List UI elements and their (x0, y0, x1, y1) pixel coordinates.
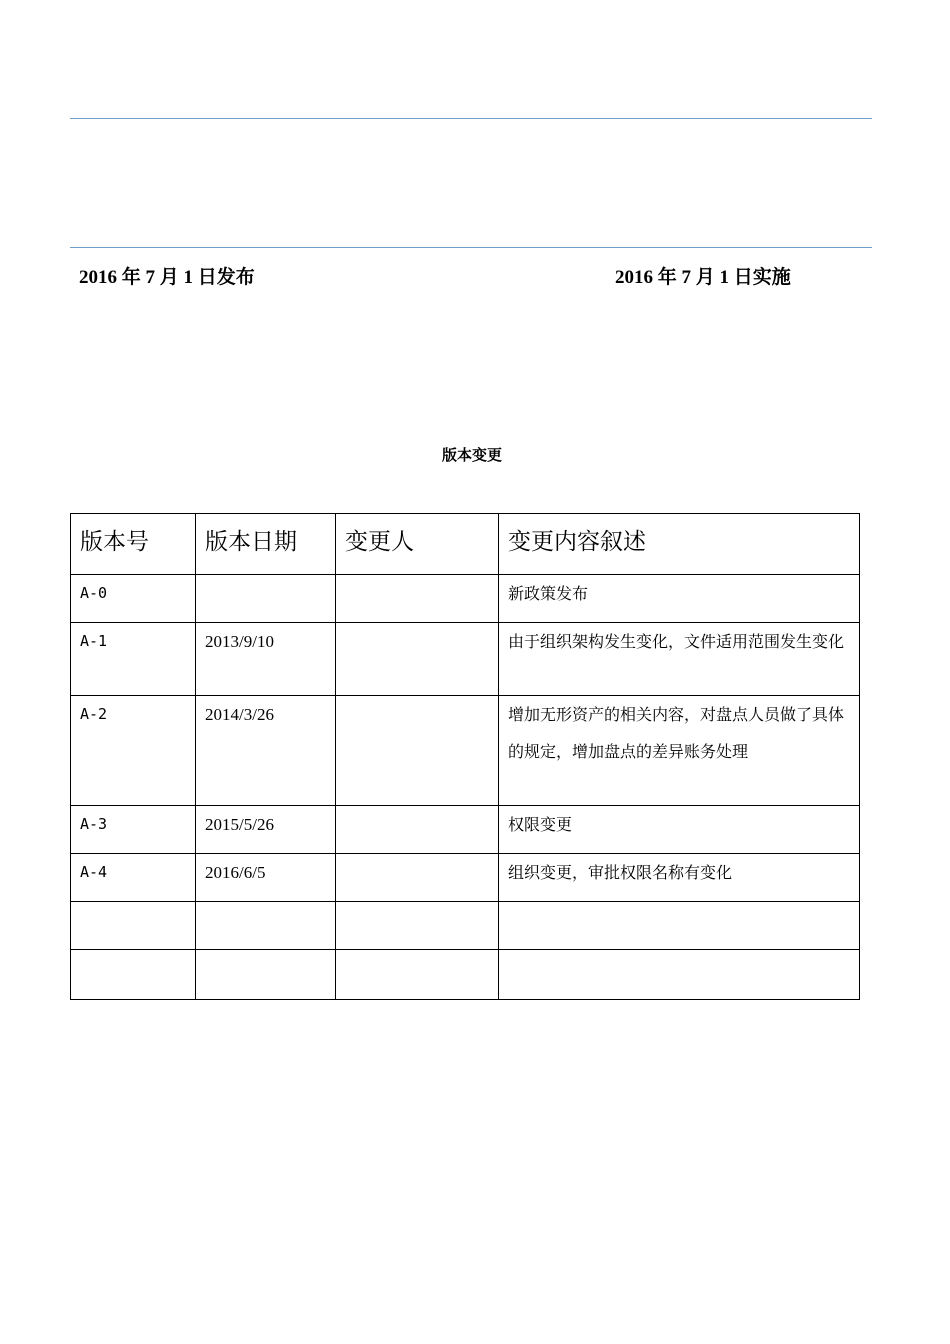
description-cell: 由于组织架构发生变化，文件适用范围发生变化 (499, 623, 860, 696)
table-row (71, 696, 860, 806)
changer-cell (336, 696, 499, 806)
table-header-row (71, 514, 860, 575)
top-rule (70, 118, 872, 119)
changer-cell (336, 575, 499, 623)
column-header-date: 版本日期 (196, 514, 336, 575)
version-cell (71, 902, 196, 950)
table-row (71, 854, 860, 902)
description-cell (499, 902, 860, 950)
description-cell: 组织变更，审批权限名称有变化 (499, 854, 860, 902)
table-row (71, 902, 860, 950)
description-cell: 增加无形资产的相关内容，对盘点人员做了具体的规定，增加盘点的差异账务处理 (499, 696, 860, 806)
version-cell (71, 950, 196, 1000)
version-cell: A-0 (71, 575, 196, 623)
date-cell: 2014/3/26 (196, 696, 336, 806)
column-header-description: 变更内容叙述 (499, 514, 860, 575)
version-cell: A-4 (71, 854, 196, 902)
changer-cell (336, 902, 499, 950)
date-cell: 2013/9/10 (196, 623, 336, 696)
date-cell (196, 902, 336, 950)
version-cell: A-1 (71, 623, 196, 696)
column-header-changer: 变更人 (336, 514, 499, 575)
version-cell: A-2 (71, 696, 196, 806)
table-row (71, 575, 860, 623)
description-cell: 新政策发布 (499, 575, 860, 623)
date-cell (196, 950, 336, 1000)
section-title: 版本变更 (441, 446, 502, 464)
changer-cell (336, 623, 499, 696)
description-cell (499, 950, 860, 1000)
table-row (71, 806, 860, 854)
version-cell: A-3 (71, 806, 196, 854)
description-cell: 权限变更 (499, 806, 860, 854)
effective-date: 2016 年 7 月 1 日实施 (615, 267, 791, 288)
table-row (71, 623, 860, 696)
date-cell (196, 575, 336, 623)
column-header-version: 版本号 (71, 514, 196, 575)
date-cell: 2016/6/5 (196, 854, 336, 902)
date-cell: 2015/5/26 (196, 806, 336, 854)
publish-date: 2016 年 7 月 1 日发布 (79, 267, 255, 288)
changer-cell (336, 950, 499, 1000)
lower-rule (70, 247, 872, 248)
revision-table (70, 513, 860, 1000)
changer-cell (336, 854, 499, 902)
table-row (71, 950, 860, 1000)
changer-cell (336, 806, 499, 854)
